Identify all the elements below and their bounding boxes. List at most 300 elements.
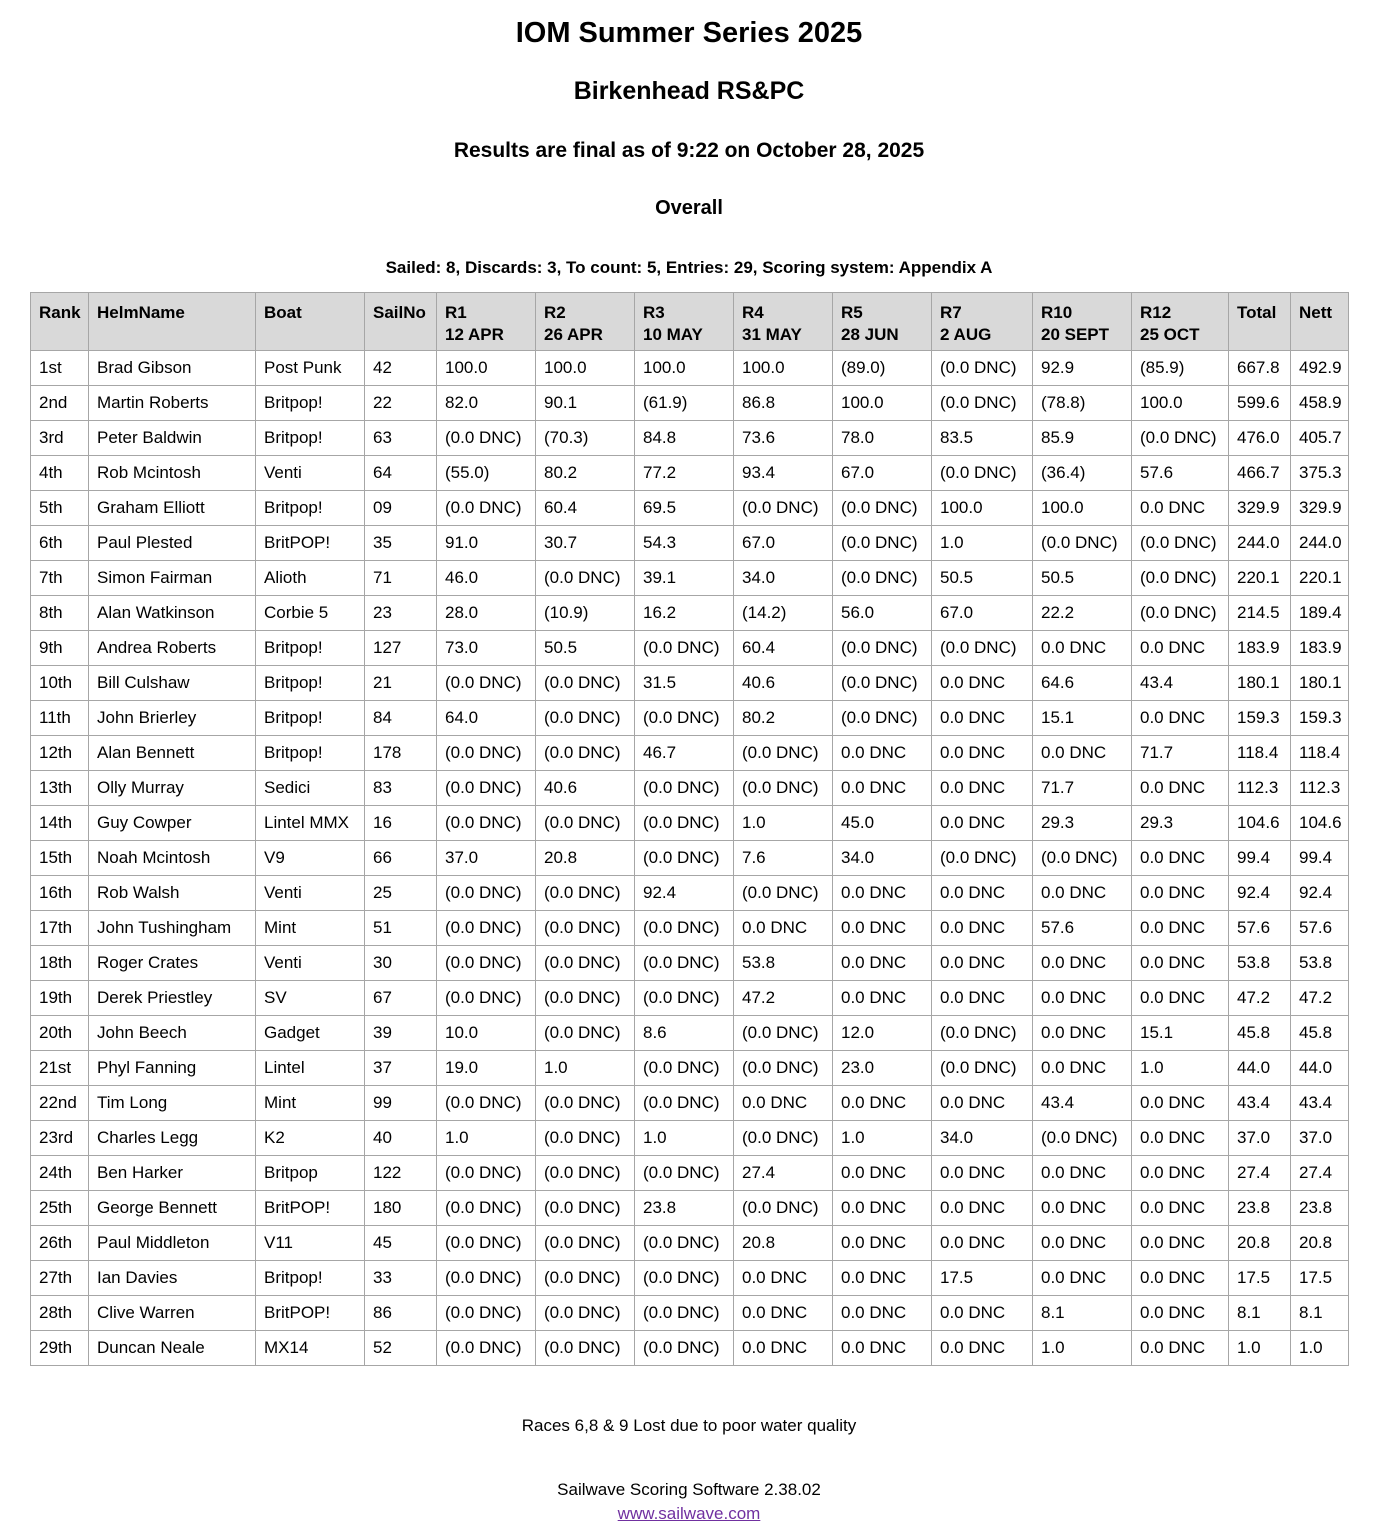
cell-helm-name: Rob Walsh	[89, 876, 256, 911]
results-table-header	[31, 293, 1349, 351]
cell-r3: (0.0 DNC)	[635, 1296, 734, 1331]
cell-r2: (0.0 DNC)	[536, 946, 635, 981]
cell-r5: 0.0 DNC	[833, 1191, 932, 1226]
cell-r3: (0.0 DNC)	[635, 631, 734, 666]
cell-r4: 0.0 DNC	[734, 1261, 833, 1296]
cell-total: 27.4	[1229, 1156, 1291, 1191]
cell-r10: 0.0 DNC	[1033, 876, 1132, 911]
cell-r1: (0.0 DNC)	[437, 1261, 536, 1296]
cell-r1: 1.0	[437, 1121, 536, 1156]
cell-r5: 0.0 DNC	[833, 736, 932, 771]
column-header-helm-name: HelmName	[89, 293, 256, 351]
cell-r7: (0.0 DNC)	[932, 456, 1033, 491]
cell-nett: 180.1	[1291, 666, 1349, 701]
cell-r3: (0.0 DNC)	[635, 701, 734, 736]
cell-nett: 45.8	[1291, 1016, 1349, 1051]
cell-total: 37.0	[1229, 1121, 1291, 1156]
cell-r1: (0.0 DNC)	[437, 876, 536, 911]
cell-rank: 13th	[31, 771, 89, 806]
cell-boat: BritPOP!	[256, 1191, 365, 1226]
table-row	[31, 911, 1349, 946]
results-table	[30, 292, 1349, 1366]
cell-helm-name: Olly Murray	[89, 771, 256, 806]
results-table-body	[31, 351, 1349, 1366]
cell-r2: 60.4	[536, 491, 635, 526]
cell-r1: (0.0 DNC)	[437, 771, 536, 806]
cell-sail-no: 180	[365, 1191, 437, 1226]
cell-r4: (0.0 DNC)	[734, 1191, 833, 1226]
cell-boat: Alioth	[256, 561, 365, 596]
cell-r2: (0.0 DNC)	[536, 1261, 635, 1296]
cell-r1: 91.0	[437, 526, 536, 561]
cell-total: 476.0	[1229, 421, 1291, 456]
cell-total: 47.2	[1229, 981, 1291, 1016]
cell-r12: 0.0 DNC	[1132, 1331, 1229, 1366]
cell-r3: 31.5	[635, 666, 734, 701]
cell-r10: 85.9	[1033, 421, 1132, 456]
cell-r1: (0.0 DNC)	[437, 1296, 536, 1331]
cell-helm-name: Graham Elliott	[89, 491, 256, 526]
cell-r4: 67.0	[734, 526, 833, 561]
cell-boat: Corbie 5	[256, 596, 365, 631]
cell-r12: 0.0 DNC	[1132, 1086, 1229, 1121]
table-row	[31, 1226, 1349, 1261]
cell-r1: (0.0 DNC)	[437, 1086, 536, 1121]
cell-r3: (0.0 DNC)	[635, 1331, 734, 1366]
cell-total: 17.5	[1229, 1261, 1291, 1296]
cell-r10: 0.0 DNC	[1033, 1051, 1132, 1086]
cell-r3: (0.0 DNC)	[635, 806, 734, 841]
table-row	[31, 1051, 1349, 1086]
page-footer	[0, 1416, 1378, 1524]
cell-nett: 220.1	[1291, 561, 1349, 596]
results-status: Results are final as of 9:22 on October 28, 2025	[453, 139, 925, 162]
cell-r12: 57.6	[1132, 456, 1229, 491]
cell-r3: (0.0 DNC)	[635, 771, 734, 806]
cell-boat: Lintel	[256, 1051, 365, 1086]
cell-r1: (0.0 DNC)	[437, 666, 536, 701]
cell-boat: Gadget	[256, 1016, 365, 1051]
cell-nett: 37.0	[1291, 1121, 1349, 1156]
cell-r7: 0.0 DNC	[932, 736, 1033, 771]
cell-r10: 100.0	[1033, 491, 1132, 526]
table-row	[31, 876, 1349, 911]
cell-rank: 22nd	[31, 1086, 89, 1121]
cell-r2: (10.9)	[536, 596, 635, 631]
cell-r5: (0.0 DNC)	[833, 666, 932, 701]
cell-sail-no: 16	[365, 806, 437, 841]
cell-r10: 0.0 DNC	[1033, 1261, 1132, 1296]
cell-sail-no: 33	[365, 1261, 437, 1296]
cell-total: 45.8	[1229, 1016, 1291, 1051]
cell-r7: 0.0 DNC	[932, 701, 1033, 736]
cell-rank: 1st	[31, 351, 89, 386]
cell-r2: (70.3)	[536, 421, 635, 456]
cell-helm-name: Andrea Roberts	[89, 631, 256, 666]
cell-r7: (0.0 DNC)	[932, 841, 1033, 876]
cell-nett: 118.4	[1291, 736, 1349, 771]
cell-r7: 0.0 DNC	[932, 1296, 1033, 1331]
cell-r2: 90.1	[536, 386, 635, 421]
cell-r3: 1.0	[635, 1121, 734, 1156]
cell-total: 329.9	[1229, 491, 1291, 526]
table-row	[31, 841, 1349, 876]
cell-nett: 44.0	[1291, 1051, 1349, 1086]
cell-r7: (0.0 DNC)	[932, 1016, 1033, 1051]
cell-r7: 0.0 DNC	[932, 666, 1033, 701]
cell-r5: 0.0 DNC	[833, 946, 932, 981]
cell-helm-name: Tim Long	[89, 1086, 256, 1121]
cell-r7: 83.5	[932, 421, 1033, 456]
cell-nett: 27.4	[1291, 1156, 1349, 1191]
cell-nett: 244.0	[1291, 526, 1349, 561]
cell-r10: 0.0 DNC	[1033, 981, 1132, 1016]
cell-r2: (0.0 DNC)	[536, 666, 635, 701]
cell-total: 220.1	[1229, 561, 1291, 596]
cell-r4: 53.8	[734, 946, 833, 981]
cell-r2: (0.0 DNC)	[536, 876, 635, 911]
cell-r2: 100.0	[536, 351, 635, 386]
cell-r1: 46.0	[437, 561, 536, 596]
cell-helm-name: Peter Baldwin	[89, 421, 256, 456]
cell-r5: 100.0	[833, 386, 932, 421]
cell-sail-no: 30	[365, 946, 437, 981]
cell-helm-name: Brad Gibson	[89, 351, 256, 386]
cell-r1: (0.0 DNC)	[437, 946, 536, 981]
cell-r7: 0.0 DNC	[932, 911, 1033, 946]
cell-boat: BritPOP!	[256, 526, 365, 561]
cell-r2: (0.0 DNC)	[536, 981, 635, 1016]
cell-rank: 7th	[31, 561, 89, 596]
cell-sail-no: 51	[365, 911, 437, 946]
cell-sail-no: 64	[365, 456, 437, 491]
cell-r5: 45.0	[833, 806, 932, 841]
cell-r7: 50.5	[932, 561, 1033, 596]
column-header-nett: Nett	[1291, 293, 1349, 351]
cell-boat: Britpop!	[256, 736, 365, 771]
cell-helm-name: George Bennett	[89, 1191, 256, 1226]
cell-sail-no: 99	[365, 1086, 437, 1121]
cell-r3: 92.4	[635, 876, 734, 911]
cell-boat: Mint	[256, 911, 365, 946]
cell-nett: 492.9	[1291, 351, 1349, 386]
cell-r2: (0.0 DNC)	[536, 1156, 635, 1191]
cell-boat: Britpop!	[256, 666, 365, 701]
cell-sail-no: 52	[365, 1331, 437, 1366]
cell-r12: 0.0 DNC	[1132, 1261, 1229, 1296]
cell-total: 667.8	[1229, 351, 1291, 386]
cell-r5: (0.0 DNC)	[833, 631, 932, 666]
cell-r10: 0.0 DNC	[1033, 1226, 1132, 1261]
cell-r7: 0.0 DNC	[932, 806, 1033, 841]
cell-boat: Sedici	[256, 771, 365, 806]
cell-sail-no: 66	[365, 841, 437, 876]
cell-r2: (0.0 DNC)	[536, 1331, 635, 1366]
table-row	[31, 561, 1349, 596]
cell-rank: 3rd	[31, 421, 89, 456]
cell-r1: 28.0	[437, 596, 536, 631]
cell-r10: 1.0	[1033, 1331, 1132, 1366]
cell-r10: 15.1	[1033, 701, 1132, 736]
cell-r12: 0.0 DNC	[1132, 1156, 1229, 1191]
cell-sail-no: 37	[365, 1051, 437, 1086]
cell-r5: (0.0 DNC)	[833, 526, 932, 561]
cell-r2: (0.0 DNC)	[536, 1086, 635, 1121]
cell-rank: 18th	[31, 946, 89, 981]
cell-nett: 159.3	[1291, 701, 1349, 736]
cell-boat: Mint	[256, 1086, 365, 1121]
cell-r4: 47.2	[734, 981, 833, 1016]
cell-total: 183.9	[1229, 631, 1291, 666]
cell-r5: 0.0 DNC	[833, 1086, 932, 1121]
cell-total: 53.8	[1229, 946, 1291, 981]
cell-helm-name: Ian Davies	[89, 1261, 256, 1296]
cell-r5: (0.0 DNC)	[833, 561, 932, 596]
cell-r5: 0.0 DNC	[833, 981, 932, 1016]
cell-r12: (0.0 DNC)	[1132, 526, 1229, 561]
table-row	[31, 351, 1349, 386]
cell-r1: 73.0	[437, 631, 536, 666]
cell-r7: (0.0 DNC)	[932, 351, 1033, 386]
cell-r4: (0.0 DNC)	[734, 1016, 833, 1051]
cell-r3: 77.2	[635, 456, 734, 491]
cell-r12: (0.0 DNC)	[1132, 421, 1229, 456]
cell-nett: 92.4	[1291, 876, 1349, 911]
cell-r1: (0.0 DNC)	[437, 1226, 536, 1261]
cell-r7: 0.0 DNC	[932, 1191, 1033, 1226]
cell-sail-no: 09	[365, 491, 437, 526]
table-row	[31, 386, 1349, 421]
cell-nett: 112.3	[1291, 771, 1349, 806]
cell-r12: (0.0 DNC)	[1132, 596, 1229, 631]
cell-r1: 10.0	[437, 1016, 536, 1051]
cell-r3: (0.0 DNC)	[635, 1156, 734, 1191]
cell-r5: (0.0 DNC)	[833, 701, 932, 736]
cell-r5: 23.0	[833, 1051, 932, 1086]
cell-total: 43.4	[1229, 1086, 1291, 1121]
cell-r5: 0.0 DNC	[833, 1296, 932, 1331]
cell-r12: 0.0 DNC	[1132, 1296, 1229, 1331]
cell-r5: 0.0 DNC	[833, 1156, 932, 1191]
cell-sail-no: 84	[365, 701, 437, 736]
cell-r12: 0.0 DNC	[1132, 876, 1229, 911]
cell-r5: 78.0	[833, 421, 932, 456]
cell-r1: (0.0 DNC)	[437, 491, 536, 526]
cell-r4: (0.0 DNC)	[734, 491, 833, 526]
cell-sail-no: 22	[365, 386, 437, 421]
cell-total: 92.4	[1229, 876, 1291, 911]
cell-r5: 12.0	[833, 1016, 932, 1051]
cell-r4: 100.0	[734, 351, 833, 386]
club-name: Birkenhead RS&PC	[573, 77, 805, 105]
cell-r2: 20.8	[536, 841, 635, 876]
table-row	[31, 1121, 1349, 1156]
cell-r2: 1.0	[536, 1051, 635, 1086]
cell-boat: K2	[256, 1121, 365, 1156]
cell-r10: 0.0 DNC	[1033, 1016, 1132, 1051]
column-header-sail-no: SailNo	[365, 293, 437, 351]
cell-rank: 14th	[31, 806, 89, 841]
cell-sail-no: 45	[365, 1226, 437, 1261]
column-header-r7: R7 2 AUG	[932, 293, 1033, 351]
cell-total: 44.0	[1229, 1051, 1291, 1086]
series-title: IOM Summer Series 2025	[515, 17, 863, 49]
cell-r1: (0.0 DNC)	[437, 1331, 536, 1366]
table-row	[31, 491, 1349, 526]
cell-total: 118.4	[1229, 736, 1291, 771]
table-row	[31, 631, 1349, 666]
column-header-r5: R5 28 JUN	[833, 293, 932, 351]
cell-r5: 0.0 DNC	[833, 1331, 932, 1366]
cell-r12: 0.0 DNC	[1132, 1191, 1229, 1226]
cell-r4: 27.4	[734, 1156, 833, 1191]
cell-r4: 86.8	[734, 386, 833, 421]
cell-r5: 67.0	[833, 456, 932, 491]
cell-r2: (0.0 DNC)	[536, 1016, 635, 1051]
cell-helm-name: Alan Bennett	[89, 736, 256, 771]
cell-r12: 43.4	[1132, 666, 1229, 701]
cell-r3: 39.1	[635, 561, 734, 596]
column-header-r10: R10 20 SEPT	[1033, 293, 1132, 351]
cell-boat: Britpop!	[256, 1261, 365, 1296]
sailwave-link[interactable]: www.sailwave.com	[617, 1504, 761, 1523]
cell-sail-no: 25	[365, 876, 437, 911]
table-row	[31, 806, 1349, 841]
table-row	[31, 1156, 1349, 1191]
cell-r4: 0.0 DNC	[734, 911, 833, 946]
cell-sail-no: 21	[365, 666, 437, 701]
cell-r3: (0.0 DNC)	[635, 1086, 734, 1121]
cell-r10: 43.4	[1033, 1086, 1132, 1121]
cell-rank: 6th	[31, 526, 89, 561]
cell-rank: 28th	[31, 1296, 89, 1331]
cell-r1: (0.0 DNC)	[437, 806, 536, 841]
cell-boat: BritPOP!	[256, 1296, 365, 1331]
cell-rank: 24th	[31, 1156, 89, 1191]
table-row	[31, 701, 1349, 736]
cell-helm-name: John Tushingham	[89, 911, 256, 946]
cell-sail-no: 86	[365, 1296, 437, 1331]
cell-r10: 57.6	[1033, 911, 1132, 946]
cell-r12: 0.0 DNC	[1132, 771, 1229, 806]
cell-r12: (0.0 DNC)	[1132, 561, 1229, 596]
cell-r2: (0.0 DNC)	[536, 1296, 635, 1331]
cell-r4: 0.0 DNC	[734, 1331, 833, 1366]
scoring-summary: Sailed: 8, Discards: 3, To count: 5, Entries: 29, Scoring system: Appendix A	[385, 258, 993, 277]
cell-helm-name: Phyl Fanning	[89, 1051, 256, 1086]
cell-rank: 16th	[31, 876, 89, 911]
race-loss-note: Races 6,8 & 9 Lost due to poor water quality	[521, 1416, 857, 1435]
cell-nett: 53.8	[1291, 946, 1349, 981]
cell-boat: Britpop!	[256, 631, 365, 666]
cell-helm-name: Martin Roberts	[89, 386, 256, 421]
cell-r1: 37.0	[437, 841, 536, 876]
cell-r5: 0.0 DNC	[833, 1226, 932, 1261]
cell-r7: 0.0 DNC	[932, 876, 1033, 911]
cell-r2: 40.6	[536, 771, 635, 806]
cell-r10: 29.3	[1033, 806, 1132, 841]
cell-r2: 50.5	[536, 631, 635, 666]
cell-rank: 10th	[31, 666, 89, 701]
cell-rank: 29th	[31, 1331, 89, 1366]
table-row	[31, 596, 1349, 631]
cell-boat: Britpop!	[256, 701, 365, 736]
table-row	[31, 1016, 1349, 1051]
cell-total: 8.1	[1229, 1296, 1291, 1331]
cell-total: 214.5	[1229, 596, 1291, 631]
cell-helm-name: Simon Fairman	[89, 561, 256, 596]
cell-r12: 0.0 DNC	[1132, 911, 1229, 946]
table-row	[31, 1331, 1349, 1366]
cell-r7: 17.5	[932, 1261, 1033, 1296]
cell-r2: 80.2	[536, 456, 635, 491]
cell-r10: (78.8)	[1033, 386, 1132, 421]
cell-total: 99.4	[1229, 841, 1291, 876]
cell-nett: 57.6	[1291, 911, 1349, 946]
cell-rank: 2nd	[31, 386, 89, 421]
table-row	[31, 666, 1349, 701]
cell-boat: Britpop!	[256, 421, 365, 456]
cell-helm-name: Paul Middleton	[89, 1226, 256, 1261]
cell-total: 112.3	[1229, 771, 1291, 806]
cell-rank: 17th	[31, 911, 89, 946]
cell-helm-name: Guy Cowper	[89, 806, 256, 841]
cell-r12: 0.0 DNC	[1132, 946, 1229, 981]
cell-sail-no: 83	[365, 771, 437, 806]
cell-total: 104.6	[1229, 806, 1291, 841]
cell-total: 1.0	[1229, 1331, 1291, 1366]
cell-r12: 0.0 DNC	[1132, 841, 1229, 876]
cell-r10: (36.4)	[1033, 456, 1132, 491]
cell-r2: (0.0 DNC)	[536, 1226, 635, 1261]
cell-rank: 25th	[31, 1191, 89, 1226]
cell-helm-name: Bill Culshaw	[89, 666, 256, 701]
cell-r1: 82.0	[437, 386, 536, 421]
cell-r7: 0.0 DNC	[932, 981, 1033, 1016]
cell-r10: (0.0 DNC)	[1033, 1121, 1132, 1156]
column-header-total: Total	[1229, 293, 1291, 351]
cell-rank: 5th	[31, 491, 89, 526]
cell-nett: 43.4	[1291, 1086, 1349, 1121]
software-credit: Sailwave Scoring Software 2.38.02	[557, 1480, 821, 1499]
cell-r3: (0.0 DNC)	[635, 841, 734, 876]
cell-sail-no: 127	[365, 631, 437, 666]
cell-r7: 34.0	[932, 1121, 1033, 1156]
table-row	[31, 421, 1349, 456]
cell-r4: 0.0 DNC	[734, 1086, 833, 1121]
cell-rank: 23rd	[31, 1121, 89, 1156]
cell-helm-name: John Beech	[89, 1016, 256, 1051]
column-header-r12: R12 25 OCT	[1132, 293, 1229, 351]
cell-r1: 100.0	[437, 351, 536, 386]
cell-rank: 19th	[31, 981, 89, 1016]
cell-r7: (0.0 DNC)	[932, 631, 1033, 666]
cell-r1: (0.0 DNC)	[437, 1156, 536, 1191]
cell-r10: 64.6	[1033, 666, 1132, 701]
cell-r4: (0.0 DNC)	[734, 1121, 833, 1156]
cell-r3: (0.0 DNC)	[635, 946, 734, 981]
cell-boat: Venti	[256, 876, 365, 911]
cell-nett: 458.9	[1291, 386, 1349, 421]
cell-r12: 0.0 DNC	[1132, 491, 1229, 526]
column-header-r3: R3 10 MAY	[635, 293, 734, 351]
cell-r3: 100.0	[635, 351, 734, 386]
cell-r4: 60.4	[734, 631, 833, 666]
cell-r3: (0.0 DNC)	[635, 1226, 734, 1261]
cell-r7: 0.0 DNC	[932, 1331, 1033, 1366]
cell-r4: 93.4	[734, 456, 833, 491]
cell-r5: 0.0 DNC	[833, 771, 932, 806]
